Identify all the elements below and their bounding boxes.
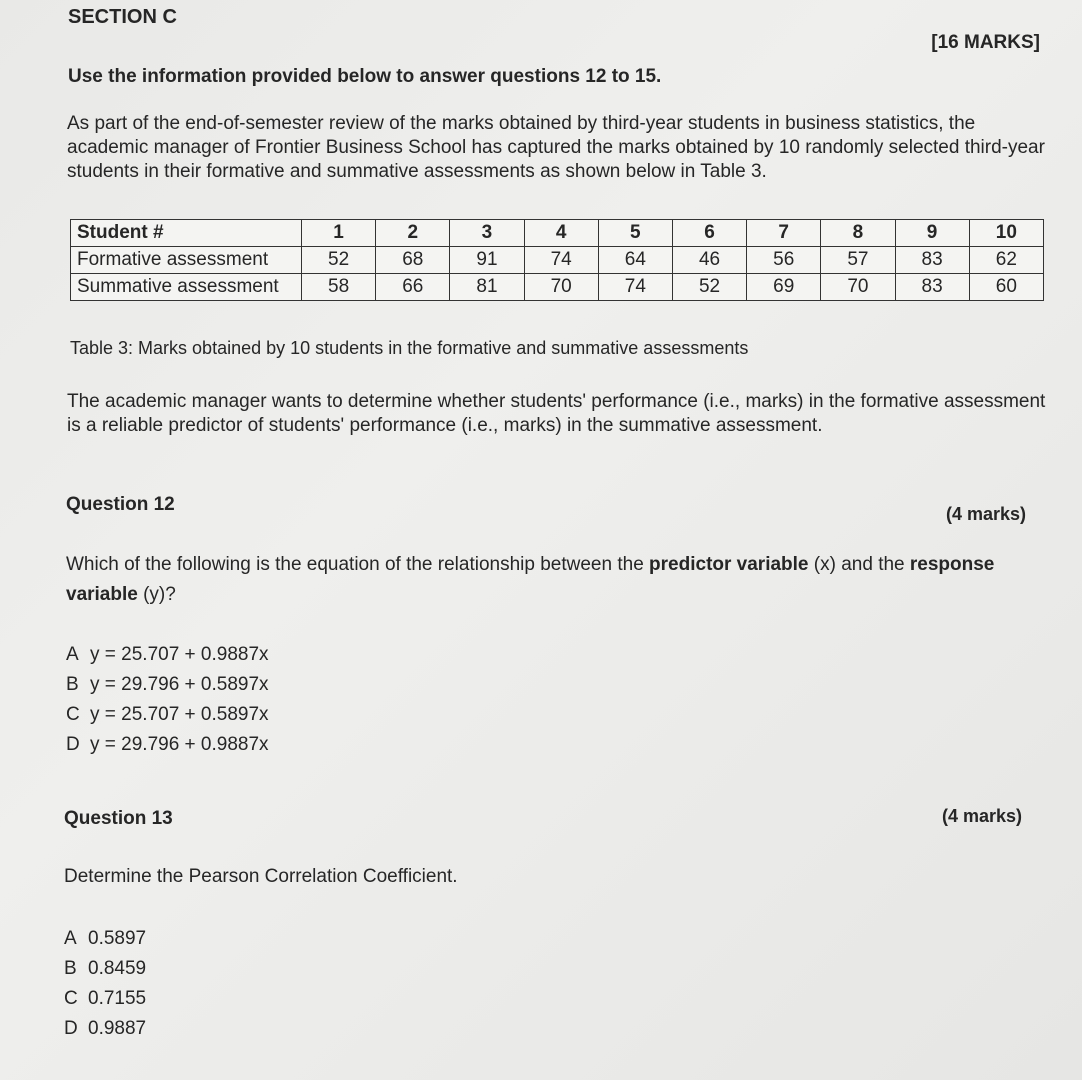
table-cell: 81: [450, 274, 524, 301]
row-label-summative: Summative assessment: [71, 274, 302, 301]
context-paragraph: As part of the end-of-semester review of the marks obtained by third-year students in business statistics, the academic manager of Frontier Business School has captured the marks obtained by 10 randomly selected third-year students in their formative and summative assessments as shown below in Table 3.: [67, 113, 1045, 182]
marks-table: [70, 219, 1044, 301]
table-caption: Table 3: Marks obtained by 10 students in the formative and summative assessments: [70, 338, 749, 358]
table-header-row: [71, 220, 1044, 247]
table-cell: 91: [450, 247, 524, 274]
student-number: 3: [450, 220, 524, 247]
table-cell: 62: [969, 247, 1043, 274]
option-text: 0.9887: [88, 1018, 147, 1039]
table-cell: 74: [524, 247, 598, 274]
option-c[interactable]: [64, 984, 146, 1014]
option-letter: A: [64, 928, 77, 949]
question-12-marks: (4 marks): [945, 504, 1026, 524]
question-12-text: Which of the following is the equation of the relationship between the predictor variable (x) and the response variable (y)?: [66, 554, 995, 605]
option-text: y = 29.796 + 0.9887x: [90, 734, 269, 755]
table-cell: 83: [895, 247, 969, 274]
option-letter: D: [64, 1018, 78, 1039]
option-text: 0.8459: [88, 958, 147, 979]
predictor-variable-term: predictor variable: [649, 554, 809, 575]
option-a[interactable]: [66, 640, 269, 670]
student-number: 2: [376, 220, 450, 247]
student-number: 7: [747, 220, 821, 247]
table-header-label: Student #: [71, 220, 302, 247]
option-b[interactable]: [64, 954, 146, 984]
student-number: 1: [302, 220, 376, 247]
option-letter: C: [64, 988, 78, 1009]
table-cell: 70: [821, 274, 895, 301]
student-number: 4: [524, 220, 598, 247]
question-13-title: Question 13: [64, 808, 173, 829]
option-letter: A: [66, 644, 79, 665]
table-cell: 74: [598, 274, 672, 301]
question-12-options: [66, 640, 269, 760]
question-13-marks: (4 marks): [941, 806, 1022, 826]
student-number: 8: [821, 220, 895, 247]
table-cell: 52: [672, 274, 746, 301]
option-text: y = 25.707 + 0.9887x: [90, 644, 269, 665]
total-marks: [16 MARKS]: [931, 32, 1040, 53]
option-text: 0.7155: [88, 988, 147, 1009]
student-number: 10: [969, 220, 1043, 247]
student-number: 6: [672, 220, 746, 247]
table-row: [71, 247, 1044, 274]
student-number: 9: [895, 220, 969, 247]
table-cell: 83: [895, 274, 969, 301]
option-letter: B: [66, 674, 79, 695]
table-cell: 52: [302, 247, 376, 274]
question-12-title: Question 12: [66, 494, 175, 515]
table-cell: 46: [672, 247, 746, 274]
student-number: 5: [598, 220, 672, 247]
option-text: y = 25.707 + 0.5897x: [90, 704, 269, 725]
row-label-formative: Formative assessment: [71, 247, 302, 274]
table-cell: 69: [747, 274, 821, 301]
purpose-paragraph: The academic manager wants to determine whether students' performance (i.e., marks) in the formative assessment is a reliable predictor of students' performance (i.e., marks) in the summative assessment.: [67, 391, 1046, 436]
table-row: [71, 274, 1044, 301]
option-letter: C: [66, 704, 80, 725]
option-d[interactable]: [66, 730, 269, 760]
option-d[interactable]: [64, 1014, 146, 1044]
question-13-options: [64, 924, 146, 1044]
option-letter: B: [64, 958, 77, 979]
question-13-text: Determine the Pearson Correlation Coefficient.: [64, 866, 458, 887]
option-b[interactable]: [66, 670, 269, 700]
option-text: y = 29.796 + 0.5897x: [90, 674, 269, 695]
table-cell: 58: [302, 274, 376, 301]
instructions: Use the information provided below to answer questions 12 to 15.: [68, 66, 662, 87]
table-cell: 60: [969, 274, 1043, 301]
section-title: SECTION C: [68, 6, 177, 28]
table-cell: 57: [821, 247, 895, 274]
table-cell: 68: [376, 247, 450, 274]
table-cell: 70: [524, 274, 598, 301]
option-letter: D: [66, 734, 80, 755]
option-text: 0.5897: [88, 928, 147, 949]
table-cell: 56: [747, 247, 821, 274]
option-c[interactable]: [66, 700, 269, 730]
response-variable-term: response variable: [66, 554, 995, 605]
table-cell: 64: [598, 247, 672, 274]
option-a[interactable]: [64, 924, 146, 954]
table-cell: 66: [376, 274, 450, 301]
